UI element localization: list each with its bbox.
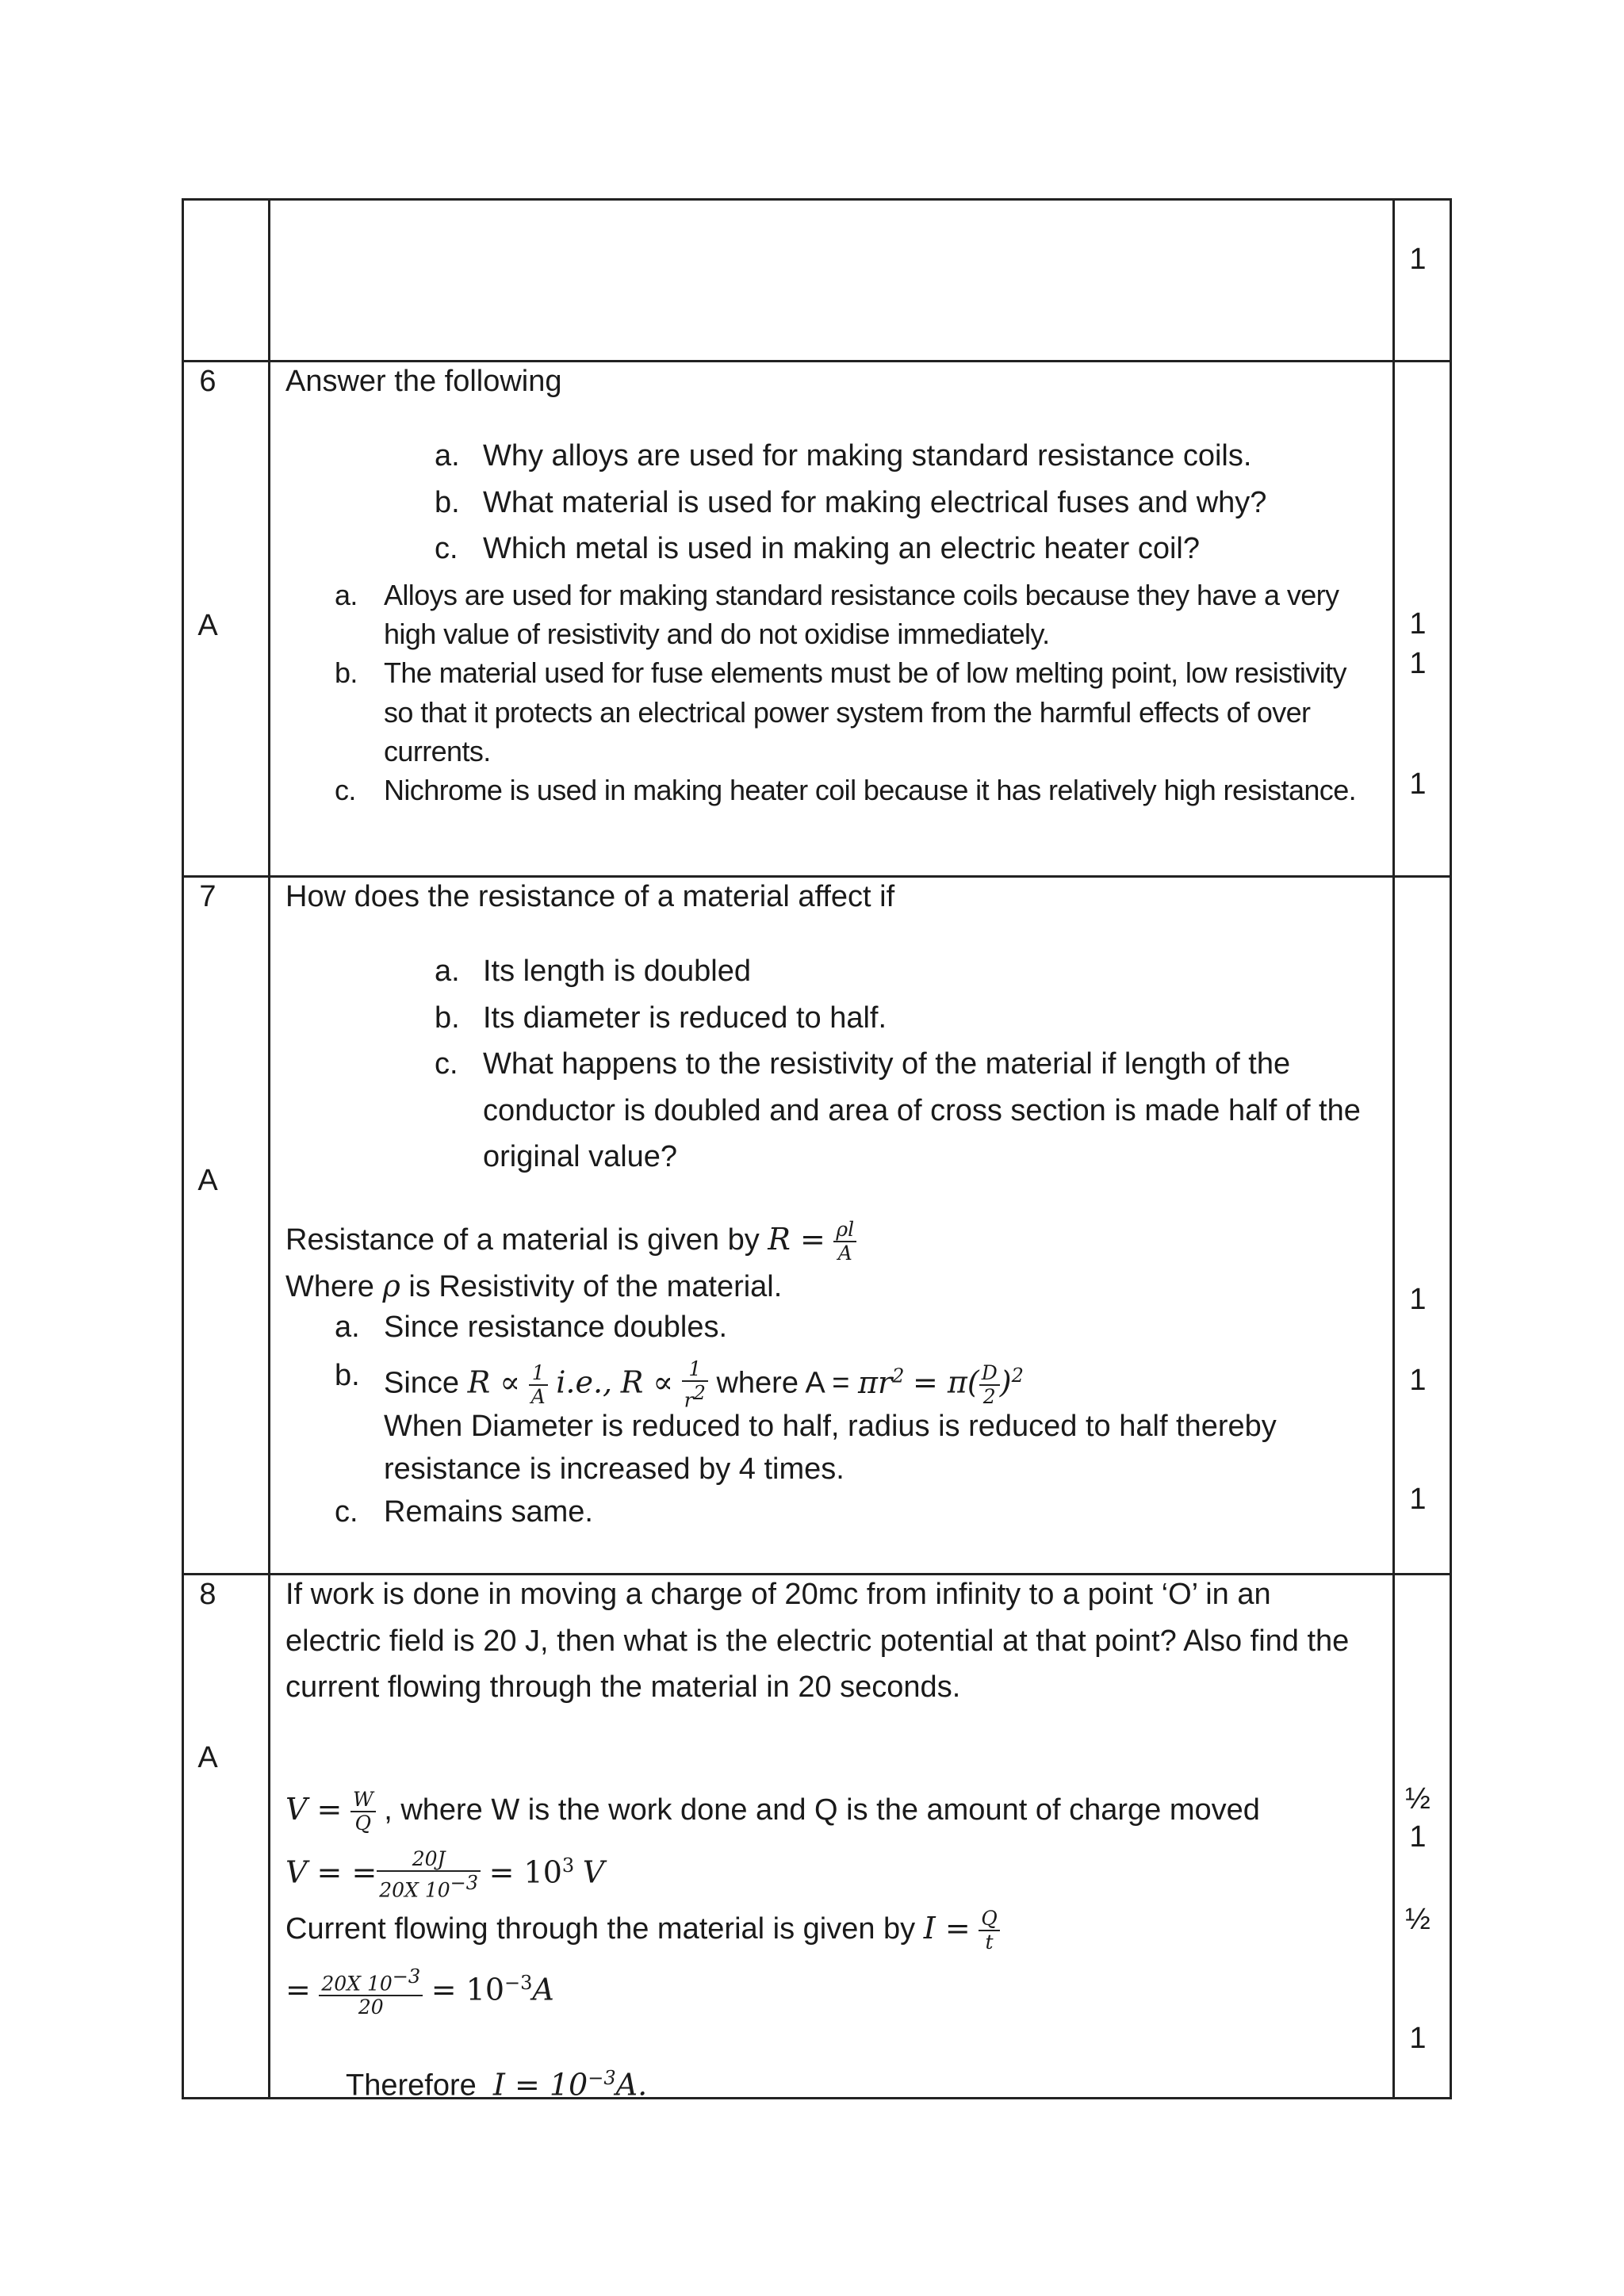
- answer-text: where A =: [716, 1366, 850, 1400]
- fraction-numerator: Q: [979, 1908, 1000, 1931]
- marks-cell: 1: [1409, 1364, 1427, 1397]
- formula-text: A.: [615, 2067, 648, 2103]
- answer-text: currents.: [384, 735, 491, 767]
- fraction-denominator: A: [837, 1242, 852, 1265]
- formula-text: V = =: [285, 1854, 377, 1890]
- marks-cell: 1: [1409, 2022, 1427, 2055]
- formula-text: = 10: [431, 1972, 505, 2007]
- answer-text: The material used for fuse elements must be of low melting point, low resistivity: [384, 656, 1346, 689]
- fraction-numerator: 20J: [377, 1848, 481, 1872]
- fraction-numerator: 1: [682, 1358, 708, 1382]
- formula-text: 20X 10: [379, 1878, 450, 1902]
- answer-text: Current flowing through the material is given by: [285, 1912, 916, 1946]
- formula-text: πr: [858, 1364, 893, 1400]
- answer-text: so that it protects an electrical power system from the harmful effects of over: [384, 696, 1311, 729]
- exponent: 2: [892, 1364, 905, 1387]
- proportionality-line: [384, 1357, 1024, 1411]
- fraction-numerator: W: [350, 1789, 376, 1812]
- formula-text: I =: [923, 1911, 971, 1946]
- fraction-denominator: [377, 1872, 481, 1901]
- formula-text: A: [532, 1972, 554, 2007]
- answer-text: Since resistance doubles.: [384, 1311, 728, 1344]
- answer-text: Since: [384, 1366, 460, 1400]
- formula-text: i.e.,: [556, 1364, 613, 1400]
- current-value-fraction: [319, 1965, 423, 2019]
- sub-question-text: original value?: [483, 1140, 678, 1173]
- fraction-numerator: D: [979, 1362, 1000, 1386]
- formula-text: R ∝: [467, 1364, 521, 1400]
- sub-question-label: b.: [435, 486, 460, 519]
- formula-text: = π(: [912, 1364, 979, 1400]
- fraction-denominator: 2: [982, 1384, 996, 1408]
- question-text: electric field is 20 J, then what is the electric potential at that point? Also find the: [285, 1624, 1350, 1658]
- formula-text: ): [999, 1364, 1012, 1400]
- formula-text: = 10: [488, 1854, 562, 1890]
- sub-question-text: Which metal is used in making an electric heater coil?: [483, 532, 1200, 565]
- marks-cell: 1: [1409, 1483, 1427, 1516]
- formula-text: =: [285, 1972, 311, 2007]
- question-text: How does the resistance of a material affect if: [285, 880, 895, 913]
- formula-text: V =: [285, 1792, 343, 1827]
- answer-label: A: [197, 609, 218, 642]
- answer-label-b: b.: [335, 1359, 360, 1392]
- sub-question-text: What material is used for making electrical fuses and why?: [483, 486, 1267, 519]
- answer-text: , where W is the work done and Q is the amount of charge moved: [384, 1793, 1260, 1827]
- area-formula: [858, 1365, 904, 1400]
- answer-text: is Resistivity of the material.: [408, 1270, 783, 1303]
- marks-cell: 1: [1409, 767, 1427, 801]
- potential-formula-line: [285, 1789, 1260, 1835]
- answer-label: A: [197, 1741, 218, 1774]
- exponent: −3: [504, 1972, 533, 1994]
- answer-text: Where: [285, 1270, 374, 1303]
- sub-question-text: Why alloys are used for making standard resistance coils.: [483, 439, 1252, 473]
- inverse-area-fraction: [529, 1362, 548, 1408]
- row-divider: [182, 360, 1452, 362]
- fraction-denominator: Q: [354, 1812, 372, 1835]
- marks-cell: 1: [1409, 1283, 1427, 1316]
- rho-symbol: ρ: [382, 1269, 400, 1303]
- answer-text: resistance is increased by 4 times.: [384, 1452, 845, 1486]
- answer-label-c: c.: [335, 1495, 358, 1529]
- sub-question-label: a.: [435, 955, 460, 988]
- sub-question-label: b.: [435, 1001, 460, 1035]
- answer-text: Remains same.: [384, 1495, 593, 1529]
- sub-question-text: conductor is doubled and area of cross section is made half of the: [483, 1094, 1361, 1127]
- question-number: 7: [199, 880, 216, 913]
- sub-question-label: c.: [435, 1047, 458, 1081]
- half-diameter-fraction: [979, 1362, 1000, 1408]
- answer-text: Resistance of a material is given by: [285, 1223, 760, 1257]
- sub-question-text: What happens to the resistivity of the material if length of the: [483, 1047, 1291, 1081]
- sub-question-text: Its length is doubled: [483, 955, 752, 988]
- formula-text: R ∝: [620, 1364, 674, 1400]
- fraction-denominator: A: [530, 1384, 546, 1408]
- current-calculation-line: [285, 1965, 554, 2019]
- current-formula-line: [285, 1908, 1000, 1954]
- exponent: 3: [561, 1854, 575, 1877]
- question-number: 8: [199, 1578, 216, 1611]
- resistance-fraction: [833, 1219, 856, 1265]
- resistivity-definition: [285, 1268, 782, 1305]
- column-divider: [1392, 198, 1395, 2099]
- question-number: 6: [199, 365, 216, 398]
- resistance-formula-line: [285, 1219, 856, 1265]
- formula-text: 20X 10: [321, 1972, 393, 1996]
- exponent: −3: [450, 1871, 479, 1894]
- formula-text: I = 10: [492, 2067, 588, 2103]
- potential-value-fraction: [377, 1848, 481, 1901]
- fraction-numerator: ρl: [833, 1219, 856, 1242]
- marks-cell: 1: [1409, 1820, 1427, 1854]
- final-answer-line: [346, 2060, 647, 2104]
- column-divider: [268, 198, 270, 2099]
- marks-cell: ½: [1405, 1782, 1431, 1816]
- answer-label-b: b.: [335, 656, 358, 689]
- marks-cell: ½: [1405, 1903, 1431, 1936]
- sub-question-label: a.: [435, 439, 460, 473]
- sub-question-text: Its diameter is reduced to half.: [483, 1001, 887, 1035]
- answer-label: A: [197, 1164, 218, 1197]
- row-divider: [182, 875, 1452, 878]
- fraction-numerator: [319, 1965, 423, 1996]
- exponent: −3: [392, 1965, 421, 1988]
- exponent: 2: [1011, 1364, 1024, 1387]
- exponent: 2: [693, 1381, 706, 1404]
- work-charge-fraction: [350, 1789, 376, 1835]
- question-text: If work is done in moving a charge of 20mc from infinity to a point ‘O’ in an: [285, 1578, 1271, 1611]
- marks-cell: 1: [1409, 243, 1427, 276]
- answer-text: Therefore: [346, 2068, 477, 2103]
- fraction-denominator: [682, 1382, 708, 1411]
- potential-calculation-line: [285, 1847, 604, 1901]
- marks-cell: 1: [1409, 607, 1427, 641]
- exponent: −3: [588, 2067, 616, 2089]
- answer-text: Alloys are used for making standard resistance coils because they have a very: [384, 579, 1339, 611]
- inverse-radius-fraction: [682, 1358, 708, 1411]
- formula-lhs: R =: [768, 1222, 825, 1257]
- question-text: Answer the following: [285, 365, 562, 398]
- formula-text: r: [684, 1388, 694, 1412]
- fraction-numerator: 1: [529, 1362, 548, 1386]
- fraction-denominator: t: [985, 1931, 994, 1954]
- answer-label-a: a.: [335, 579, 358, 611]
- sub-question-label: c.: [435, 532, 458, 565]
- formula-text: V: [582, 1854, 605, 1890]
- answer-label-c: c.: [335, 774, 356, 806]
- question-text: current flowing through the material in 20 seconds.: [285, 1670, 961, 1704]
- answer-text: high value of resistivity and do not oxidise immediately.: [384, 618, 1050, 650]
- charge-time-fraction: [979, 1908, 1000, 1954]
- answer-label-a: a.: [335, 1311, 360, 1344]
- marks-cell: 1: [1409, 647, 1427, 680]
- answer-text: When Diameter is reduced to half, radius is reduced to half thereby: [384, 1410, 1277, 1443]
- row-divider: [182, 1573, 1452, 1575]
- fraction-denominator: 20: [358, 1996, 384, 2019]
- answer-text: Nichrome is used in making heater coil because it has relatively high resistance.: [384, 774, 1357, 806]
